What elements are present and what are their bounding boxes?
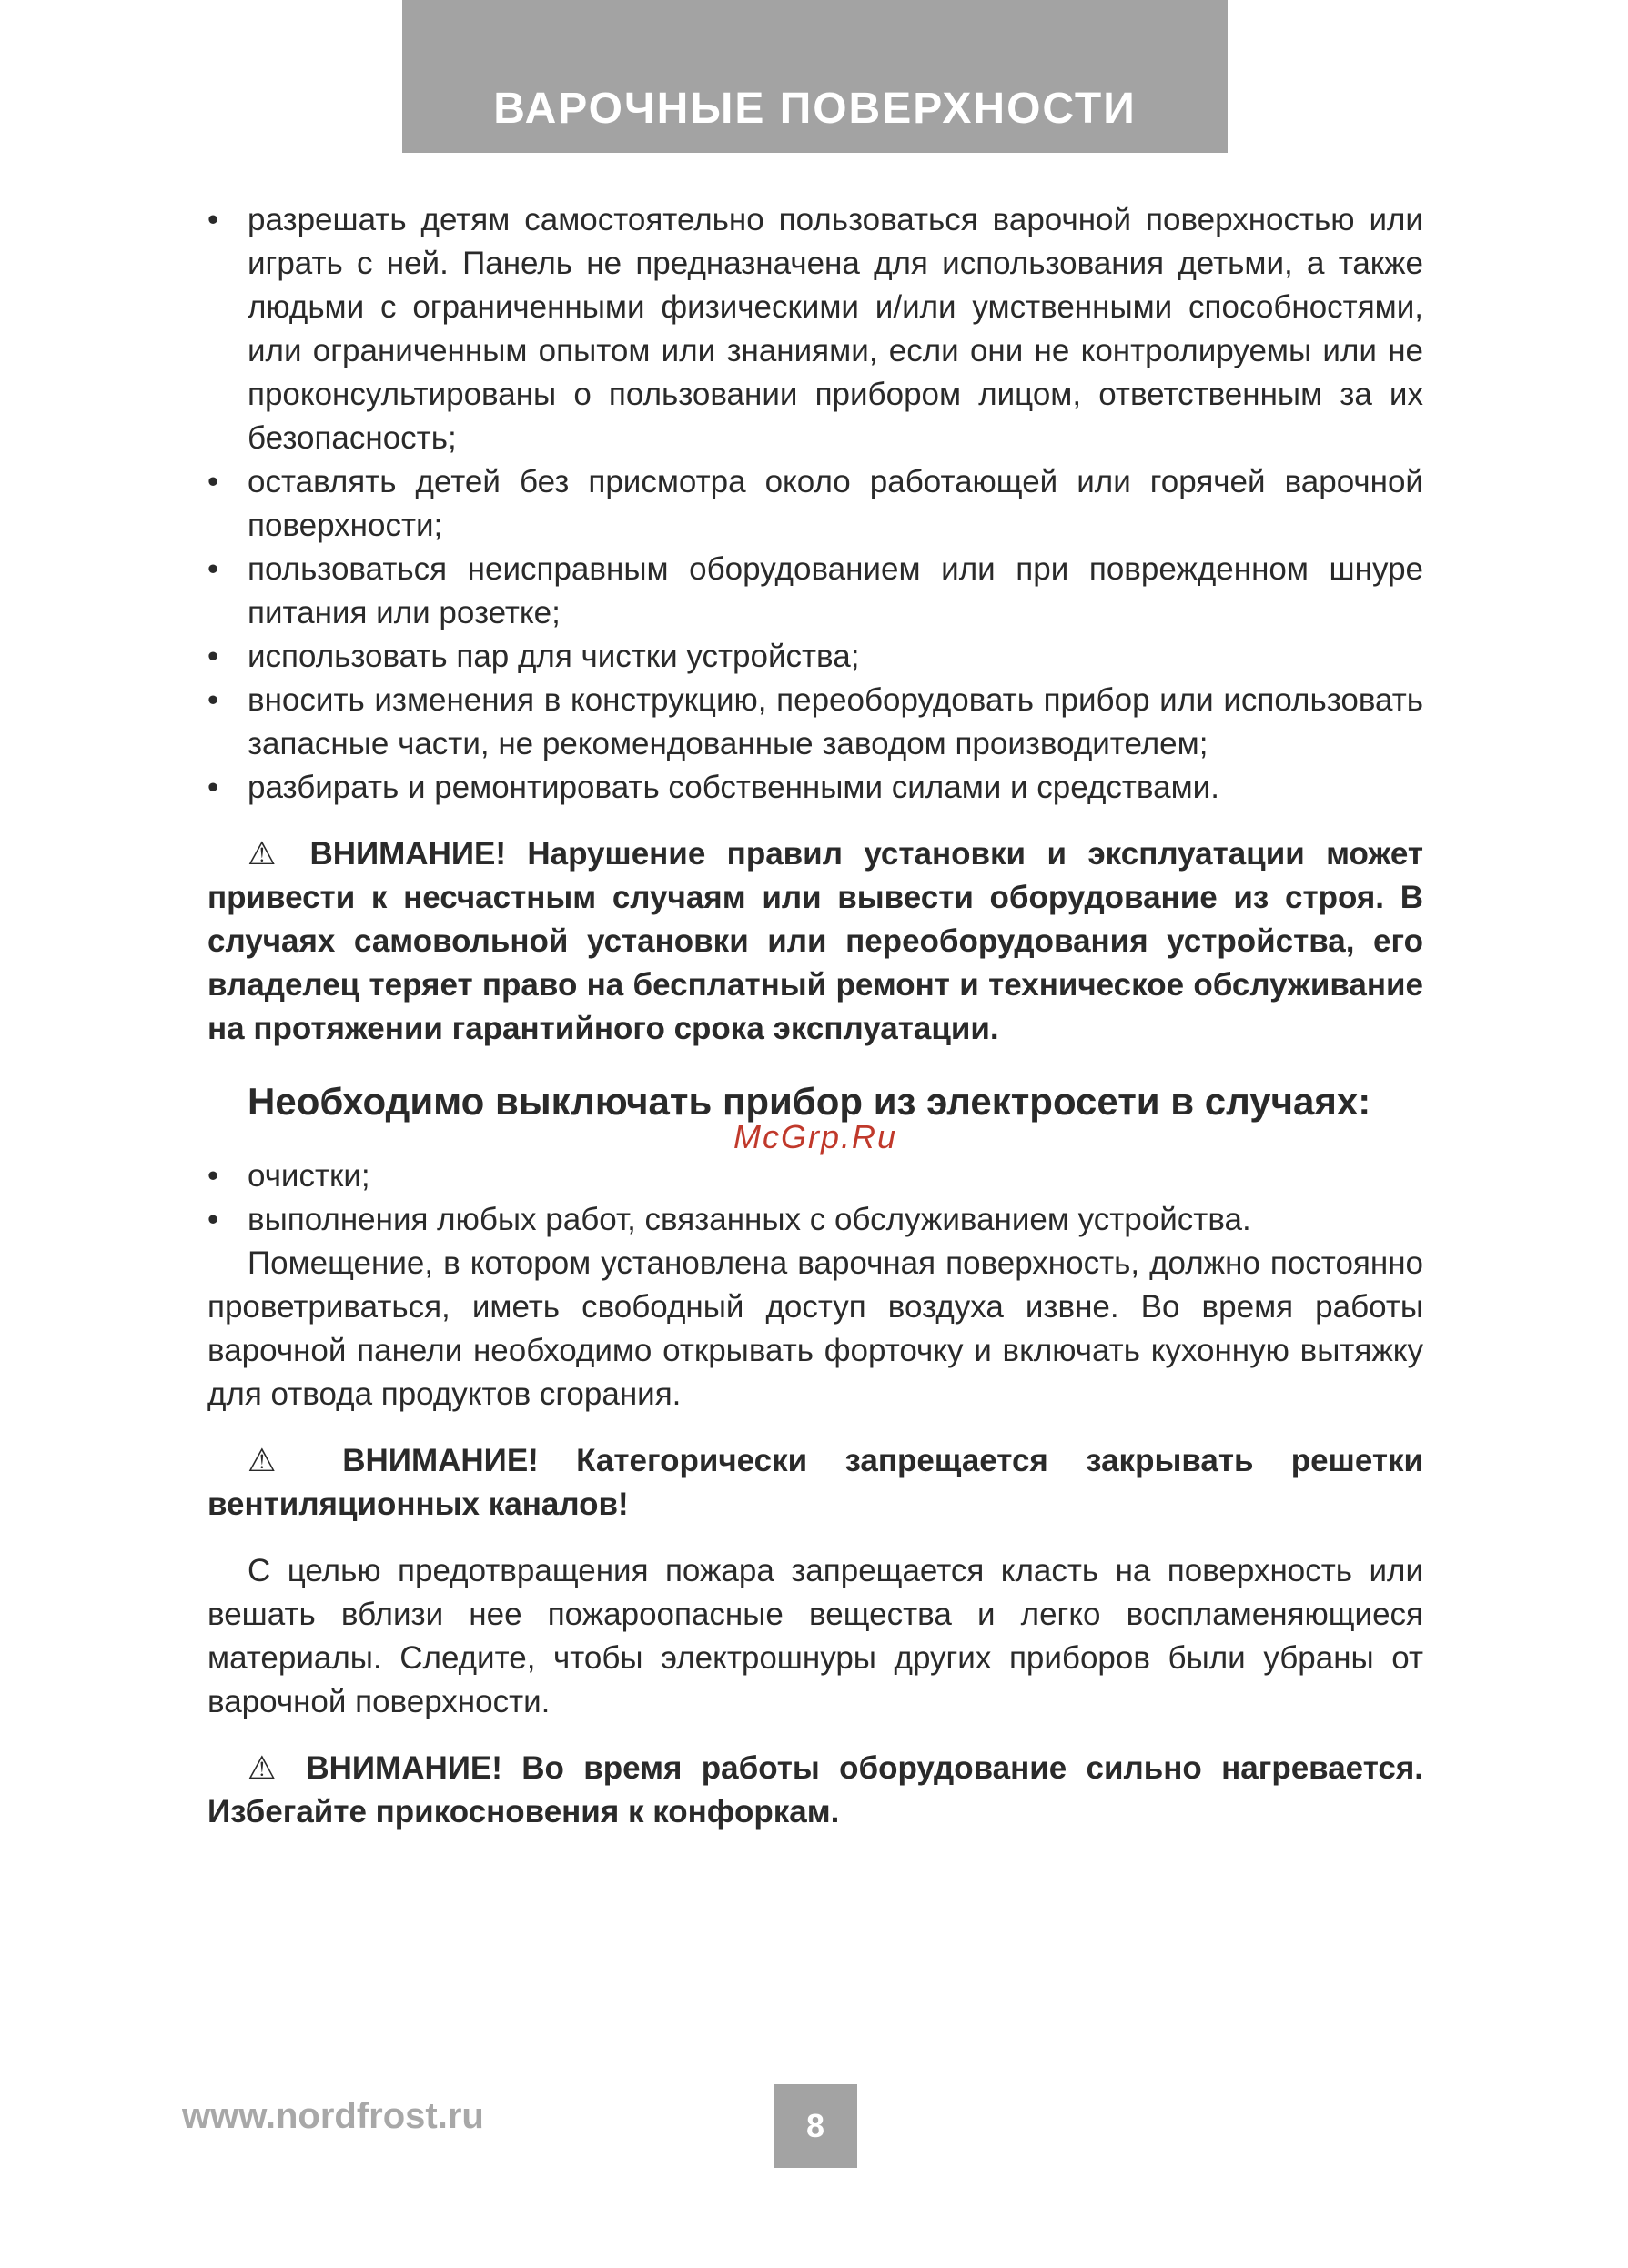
- footer-url: www.nordfrost.ru: [182, 2096, 484, 2136]
- list-item: • оставлять детей без присмотра около работающей или горячей варочной поверхности;: [207, 460, 1423, 548]
- page-number: 8: [774, 2084, 857, 2168]
- fire-safety-paragraph: С целью предотвращения пожара запрещается класть на поверхность или вешать вблизи нее пожароопасные вещества и легко воспламеняющиеся материалы. Следите, чтобы электрошнуры других приборов были убраны от варочной поверхности.: [207, 1553, 1423, 1719]
- watermark-text: McGrp.Ru: [733, 1118, 898, 1155]
- bullet-icon: •: [207, 682, 219, 718]
- bullet-icon: •: [207, 639, 219, 674]
- warning-installation: ⚠ ВНИМАНИЕ! Нарушение правил установки и эксплуатации может привести к несчастным случаям или вывести оборудование из строя. В случаях самовольной установки или переоборудования устройства, его владелец теряет право на бесплатный ремонт и техническое обслуживание на протяжении гарантийного срока эксплуатации.: [207, 836, 1423, 1046]
- main-content: [207, 198, 1423, 1834]
- list-item: • пользоваться неисправным оборудованием или при поврежденном шнуре питания или розетке;: [207, 548, 1423, 635]
- section-heading: Необходимо выключать прибор из электросети в случаях:: [248, 1080, 1371, 1123]
- warning-icon: ⚠: [248, 1750, 287, 1786]
- bullet-icon: •: [207, 202, 219, 237]
- ventilation-paragraph: Помещение, в котором установлена варочная поверхность, должно постоянно проветриваться, иметь свободный доступ воздуха извне. Во время работы варочной панели необходимо открывать форточку и включать кухонную вытяжку для отвода продуктов сгорания.: [207, 1245, 1423, 1412]
- list-item: • вносить изменения в конструкцию, переоборудовать прибор или использовать запасные части, не рекомендованные заводом производителем;: [207, 679, 1423, 766]
- warning-hot-surface: ⚠ ВНИМАНИЕ! Во время работы оборудование сильно нагревается. Избегайте прикосновения к конфоркам.: [207, 1750, 1423, 1830]
- list-item: • выполнения любых работ, связанных с обслуживанием устройства.: [207, 1198, 1423, 1242]
- warning-icon: ⚠: [248, 1443, 305, 1478]
- warning-icon: ⚠: [248, 836, 289, 872]
- warning-ventilation: ⚠ ВНИМАНИЕ! Категорически запрещается закрывать решетки вентиляционных каналов!: [207, 1443, 1423, 1522]
- bullet-icon: •: [207, 1202, 219, 1237]
- bullet-icon: •: [207, 1158, 219, 1194]
- list-item: • очистки;: [207, 1154, 1423, 1198]
- bullet-icon: •: [207, 770, 219, 805]
- unplug-cases-list: [207, 1154, 1423, 1242]
- header-band: [402, 0, 1228, 153]
- prohibitions-list: [207, 198, 1423, 810]
- page-title: ВАРОЧНЫЕ ПОВЕРХНОСТИ: [493, 85, 1137, 133]
- list-item: • разбирать и ремонтировать собственными силами и средствами.: [207, 766, 1423, 810]
- list-item: • использовать пар для чистки устройства;: [207, 635, 1423, 679]
- bullet-icon: •: [207, 551, 219, 587]
- list-item: • разрешать детям самостоятельно пользоваться варочной поверхностью или играть с ней. Панель не предназначена для использования детьми, а также людьми с ограниченными физическими и/или умственными способностями, или ограниченным опытом или знаниями, если они не контролируемы или не проконсультированы о пользовании прибором лицом, ответственным за их безопасность;: [207, 198, 1423, 460]
- bullet-icon: •: [207, 464, 219, 499]
